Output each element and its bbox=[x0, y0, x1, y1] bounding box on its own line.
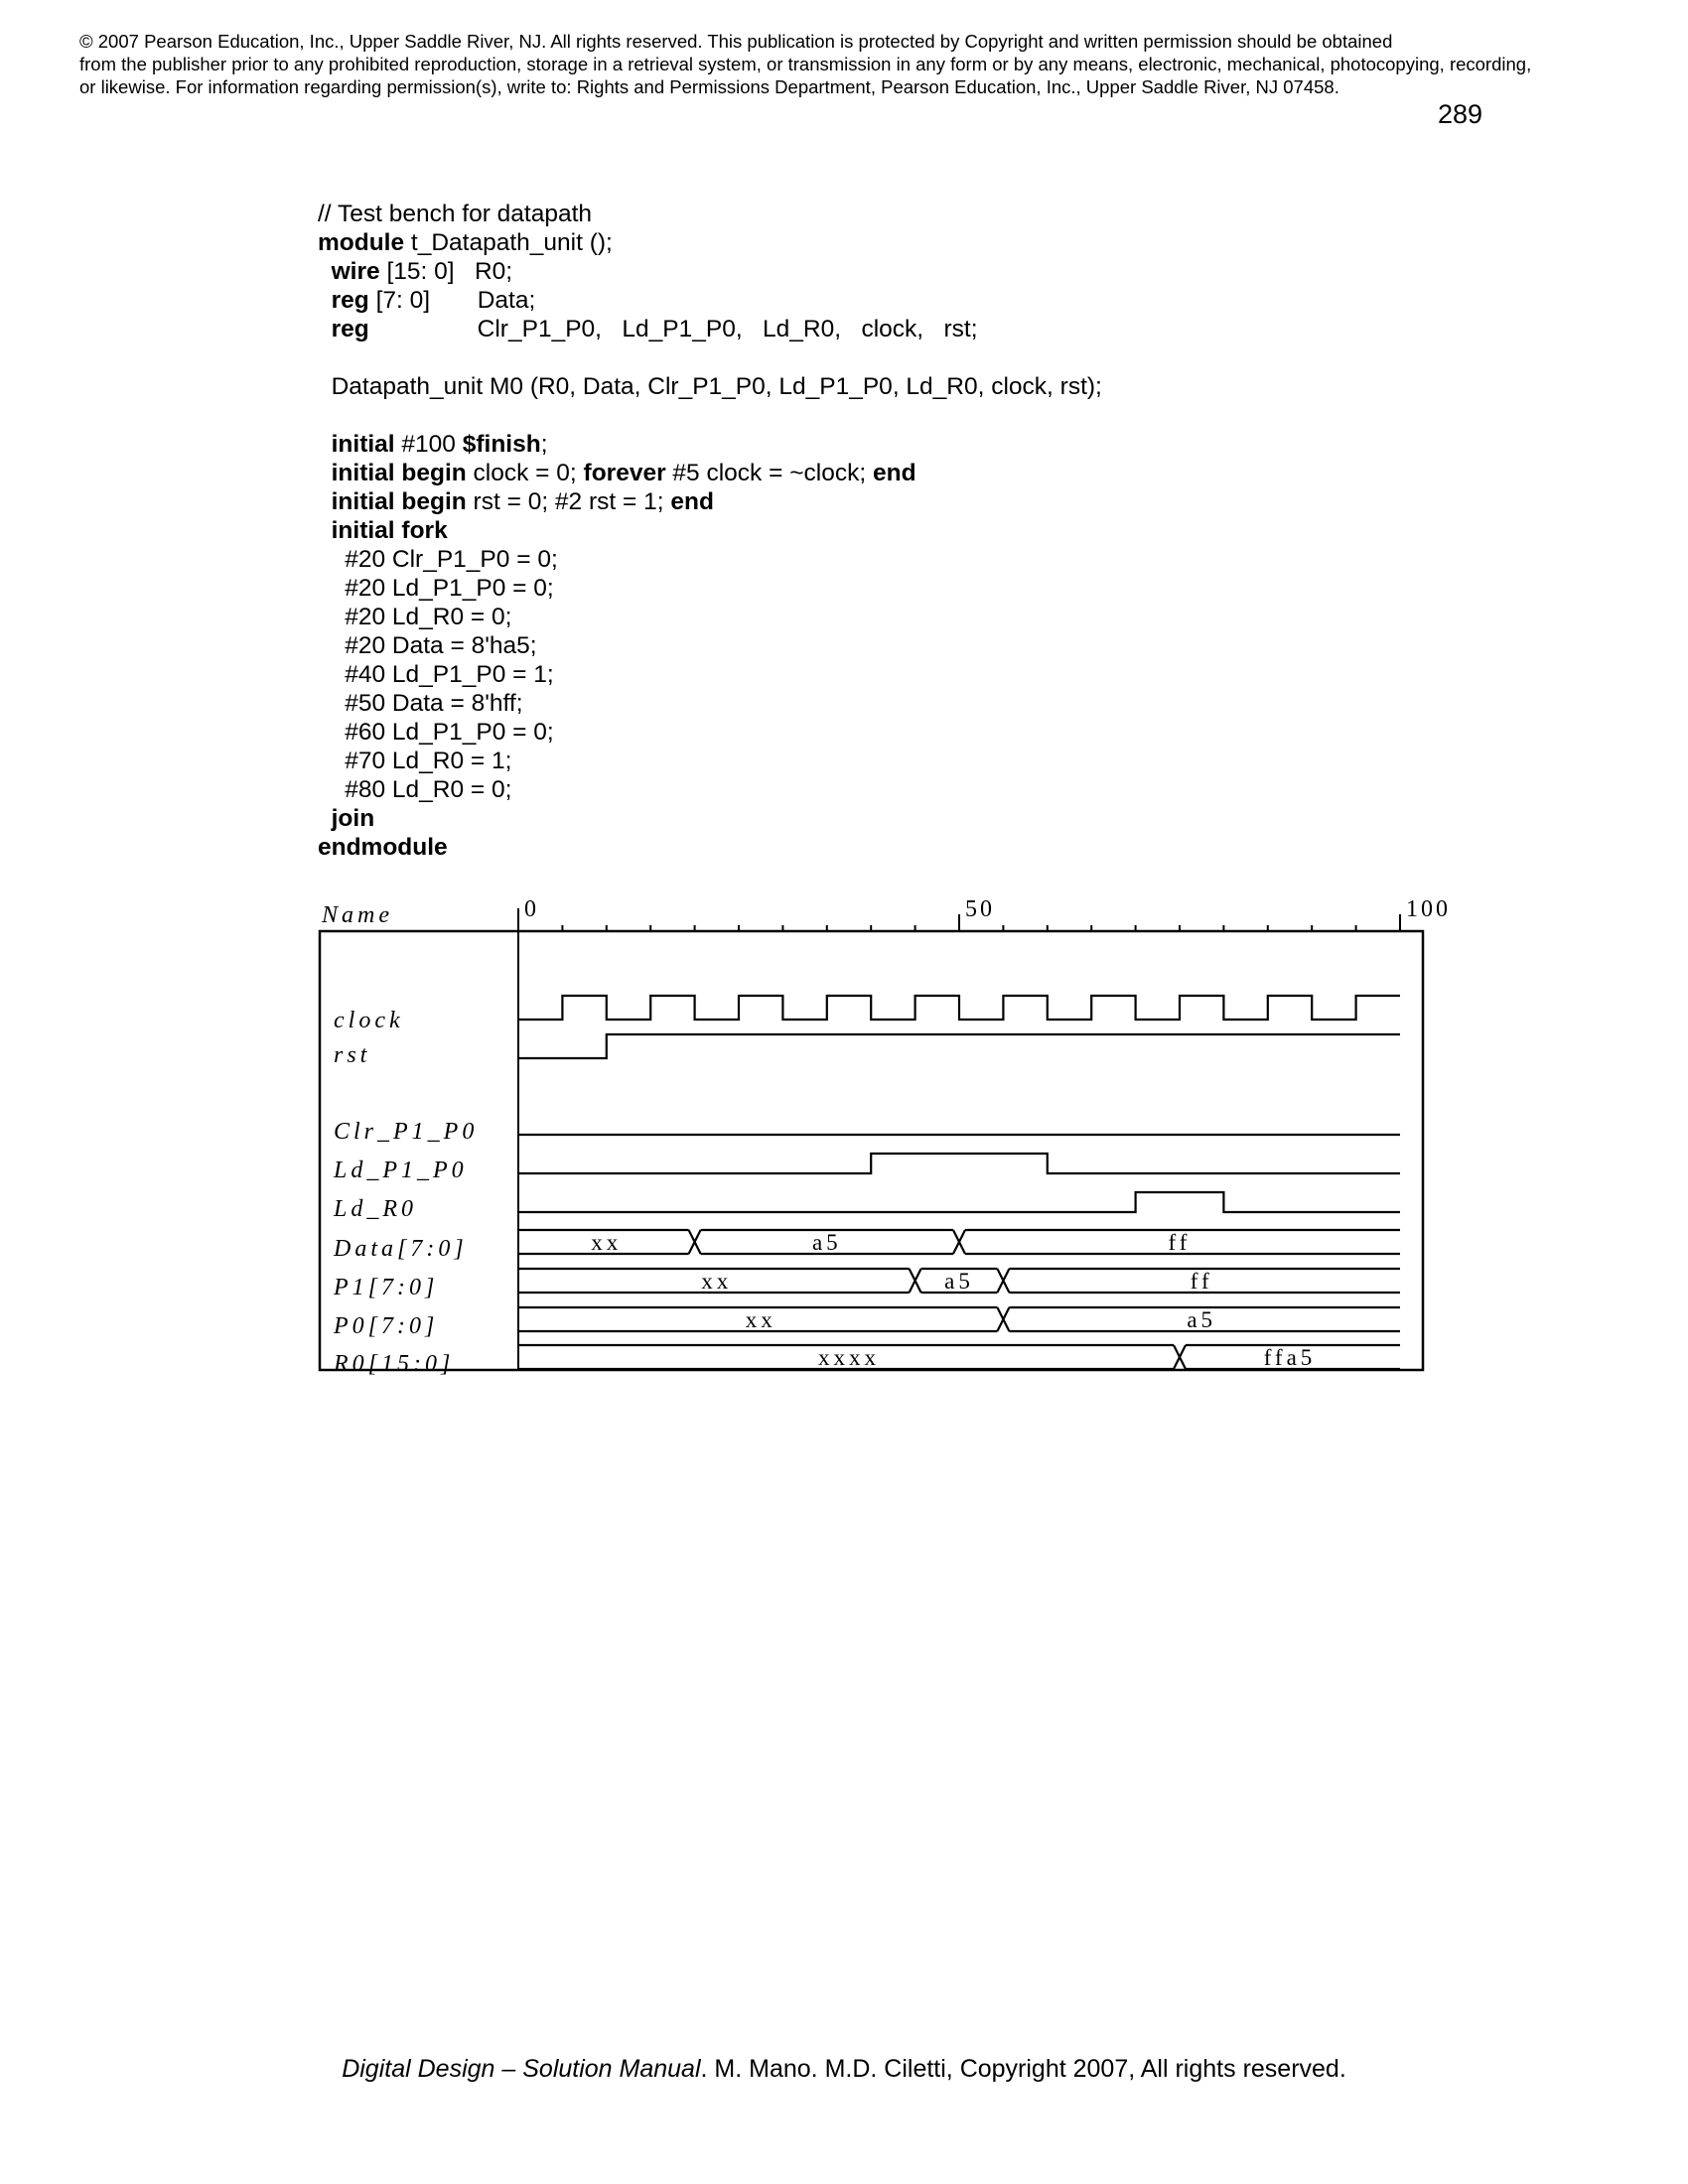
signal-name-r0-15-0: R0[15:0] bbox=[334, 1351, 455, 1377]
signal-name-p1-7-0: P1[7:0] bbox=[334, 1275, 439, 1300]
signal-ld-r0-waveform bbox=[518, 1192, 1400, 1212]
bus-transition bbox=[953, 1230, 965, 1254]
waveform-diagram bbox=[298, 888, 1489, 1405]
signal-name-clr-p1-p0: Clr_P1_P0 bbox=[334, 1119, 479, 1145]
code-fork-stmt: #50 Data = 8'hff; bbox=[345, 690, 523, 717]
code-finish-line: initial #100 $finish; bbox=[331, 431, 548, 458]
signal-name-p0-7-0: P0[7:0] bbox=[334, 1313, 439, 1339]
page-number: 289 bbox=[1438, 99, 1483, 129]
copyright-line-3: or likewise. For information regarding permission(s), write to: Rights and Permissions Department, Pearson Education, Inc., Upper Saddle River, NJ 07458. bbox=[79, 76, 1339, 97]
code-instance-line: Datapath_unit M0 (R0, Data, Clr_P1_P0, Ld_P1_P0, Ld_R0, clock, rst); bbox=[318, 373, 1102, 400]
code-comment: // Test bench for datapath bbox=[318, 201, 593, 227]
footer-book-title: Digital Design – Solution Manual bbox=[342, 2055, 701, 2083]
verilog-testbench-code bbox=[318, 200, 1102, 862]
code-reg-signals-line: reg Clr_P1_P0, Ld_P1_P0, Ld_R0, clock, rst; bbox=[331, 316, 978, 342]
code-reg-data-line: reg [7: 0] Data; bbox=[331, 287, 536, 314]
bus-value-label: ff bbox=[1190, 1269, 1213, 1294]
signal-rst-waveform bbox=[518, 1034, 1400, 1058]
code-endmodule-line: endmodule bbox=[318, 834, 448, 861]
code-join-line: join bbox=[331, 805, 375, 832]
footer-credits: . M. Mano. M.D. Ciletti, Copyright 2007, All rights reserved. bbox=[700, 2055, 1346, 2083]
bus-value-label: xx bbox=[701, 1269, 733, 1294]
copyright-line-2: from the publisher prior to any prohibited reproduction, storage in a retrieval system, or transmission in any form or by any means, electronic, mechanical, photocopying, recording, bbox=[79, 54, 1532, 74]
bus-transition bbox=[997, 1269, 1009, 1293]
signal-clock-waveform bbox=[518, 996, 1400, 1020]
code-wire-line: wire [15: 0] R0; bbox=[331, 258, 513, 285]
bus-transition bbox=[689, 1230, 701, 1254]
code-fork-stmt: #70 Ld_R0 = 1; bbox=[345, 748, 512, 774]
page-footer bbox=[0, 2055, 1688, 2084]
code-fork-line: initial fork bbox=[331, 517, 448, 544]
bus-value-label: xx bbox=[745, 1307, 776, 1332]
code-fork-stmt: #20 Clr_P1_P0 = 0; bbox=[345, 546, 558, 573]
code-fork-stmt: #20 Data = 8'ha5; bbox=[345, 632, 537, 659]
signal-name-rst: rst bbox=[334, 1042, 371, 1068]
code-rst-line: initial begin rst = 0; #2 rst = 1; end bbox=[331, 488, 714, 515]
time-scale-label: 0 bbox=[524, 896, 539, 922]
code-fork-stmt: #80 Ld_R0 = 0; bbox=[345, 776, 512, 803]
signal-name-ld-r0: Ld_R0 bbox=[334, 1196, 418, 1222]
code-module-line: module t_Datapath_unit (); bbox=[318, 229, 613, 256]
bus-value-label: xxxx bbox=[818, 1345, 880, 1370]
code-fork-stmt: #20 Ld_R0 = 0; bbox=[345, 604, 512, 630]
bus-value-label: ff bbox=[1168, 1230, 1192, 1255]
signal-name-clock: clock bbox=[334, 1008, 404, 1033]
bus-transition bbox=[1174, 1345, 1186, 1369]
bus-transition bbox=[910, 1269, 921, 1293]
code-fork-stmt: #20 Ld_P1_P0 = 0; bbox=[345, 575, 554, 602]
signal-name-data-7-0: Data[7:0] bbox=[334, 1236, 468, 1262]
time-scale-label: 100 bbox=[1406, 896, 1451, 922]
bus-value-label: a5 bbox=[944, 1269, 974, 1294]
code-fork-stmt: #40 Ld_P1_P0 = 1; bbox=[345, 661, 554, 688]
signal-name-ld-p1-p0: Ld_P1_P0 bbox=[334, 1158, 468, 1183]
copyright-notice bbox=[79, 30, 1628, 98]
bus-transition bbox=[997, 1307, 1009, 1331]
bus-value-label: a5 bbox=[1187, 1307, 1217, 1332]
code-clock-line: initial begin clock = 0; forever #5 clock = ~clock; end bbox=[331, 460, 916, 486]
waveform-name-header: Name bbox=[322, 902, 393, 928]
bus-value-label: a5 bbox=[811, 1230, 842, 1255]
bus-value-label: xx bbox=[591, 1230, 623, 1255]
bus-value-label: ffa5 bbox=[1263, 1345, 1317, 1370]
copyright-line-1: © 2007 Pearson Education, Inc., Upper Saddle River, NJ. All rights reserved. This publication is protected by Copyright and written permission should be obtained bbox=[79, 31, 1393, 52]
code-fork-stmt: #60 Ld_P1_P0 = 0; bbox=[345, 719, 554, 746]
time-scale-label: 50 bbox=[965, 896, 995, 922]
signal-ld-p1-p0-waveform bbox=[518, 1154, 1400, 1173]
